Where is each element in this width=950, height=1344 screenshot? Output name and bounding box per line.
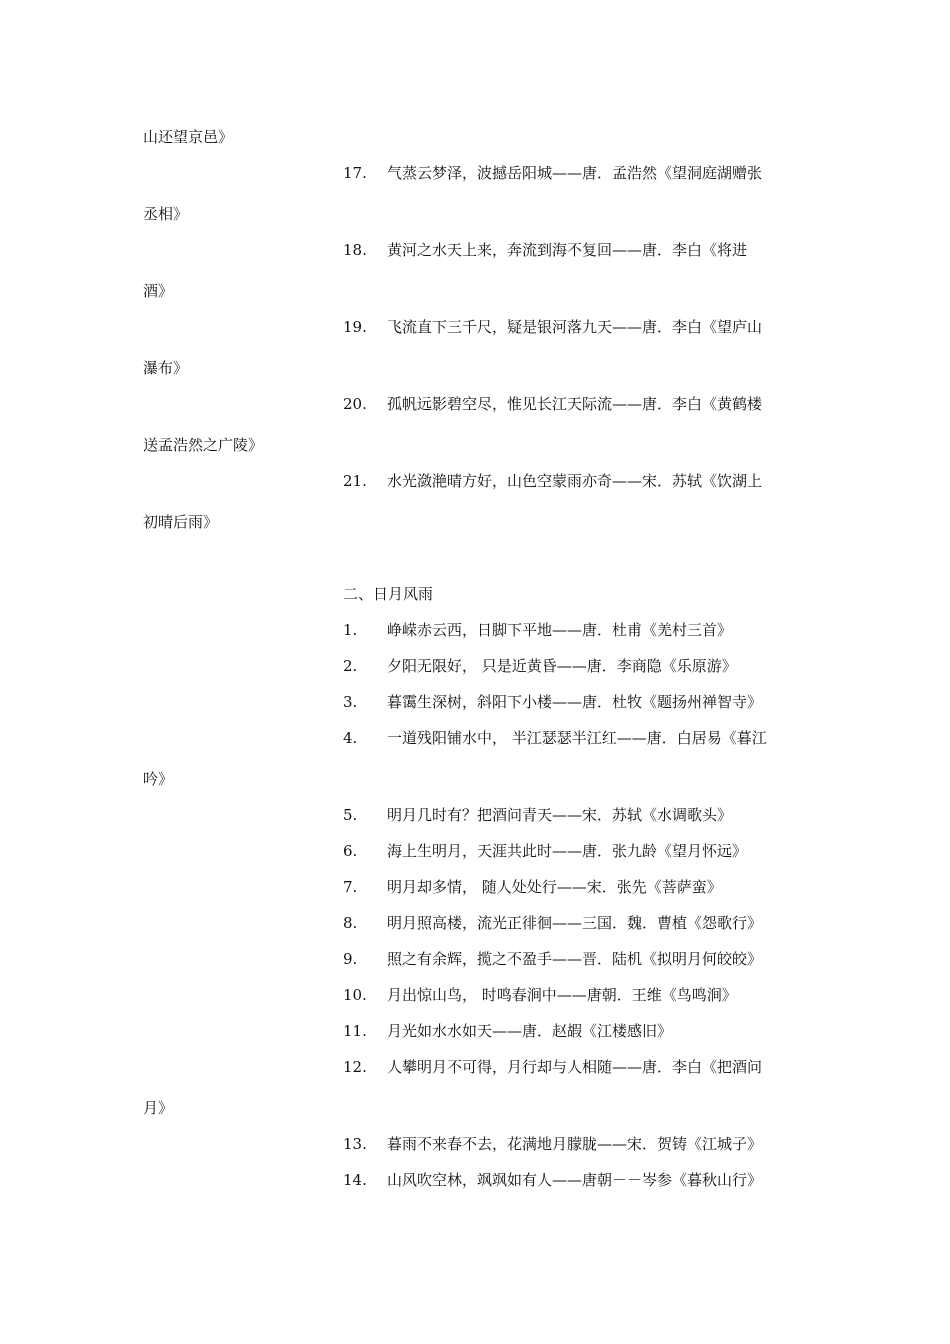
- poem-line-4: [343, 728, 767, 748]
- line-number: 17.: [343, 164, 367, 182]
- poem-text: 照之有余辉，揽之不盈手——晋．陆机《拟明月何皎皎》: [387, 950, 763, 968]
- poem-line-2: [343, 656, 737, 676]
- poem-line-18: [343, 240, 747, 260]
- line-number: 8.: [343, 914, 358, 932]
- line-number: 2.: [343, 657, 358, 675]
- line-number: 18.: [343, 241, 367, 259]
- poem-text: 暮霭生深树，斜阳下小楼——唐．杜牧《题扬州禅智寺》: [387, 693, 763, 711]
- poem-text: 明月照高楼，流光正徘徊——三国．魏．曹植《怨歌行》: [387, 914, 763, 932]
- poem-text: 明月几时有？把酒问青天——宋．苏轼《水调歌头》: [387, 806, 733, 824]
- section-heading: 二、日月风雨: [343, 585, 434, 603]
- poem-line-7: [343, 877, 722, 897]
- line-number: 1.: [343, 621, 358, 639]
- poem-line-13: [343, 1134, 762, 1154]
- poem-text: 人攀明月不可得，月行却与人相随——唐．李白《把酒问: [387, 1058, 763, 1076]
- poem-line-1: [343, 620, 732, 640]
- line-number: 5.: [343, 806, 358, 824]
- poem-line-8: [343, 913, 762, 933]
- poem-line-21: [343, 471, 762, 491]
- line-number: 11.: [343, 1022, 367, 1040]
- line-number: 3.: [343, 693, 358, 711]
- poem-line-14: [343, 1170, 762, 1190]
- poem-text: 气蒸云梦泽，波撼岳阳城——唐．孟浩然《望洞庭湖赠张: [387, 164, 763, 182]
- poem-text: 黄河之水天上来，奔流到海不复回——唐．李白《将进: [387, 241, 748, 259]
- line-number: 12.: [343, 1058, 367, 1076]
- poem-text: 飞流直下三千尺，疑是银河落九天——唐．李白《望庐山: [387, 318, 763, 336]
- poem-text: 孤帆远影碧空尽，惟见长江天际流——唐．李白《黄鹤楼: [387, 395, 763, 413]
- poem-line-6: [343, 841, 747, 861]
- poem-text: 水光潋滟晴方好，山色空蒙雨亦奇——宋．苏轼《饮湖上: [387, 472, 763, 490]
- line-number: 19.: [343, 318, 367, 336]
- poem-line-5: [343, 805, 732, 825]
- line-number: 9.: [343, 950, 358, 968]
- poem-line-17: [343, 163, 762, 183]
- poem-continuation-line: 月》: [143, 1099, 174, 1117]
- poem-line-9: [343, 949, 762, 969]
- poem-text: 月光如水水如天——唐．赵嘏《江楼感旧》: [387, 1022, 673, 1040]
- poem-continuation-line: 瀑布》: [143, 359, 189, 377]
- poem-continuation-line: 送孟浩然之广陵》: [143, 436, 264, 454]
- line-number: 14.: [343, 1171, 367, 1189]
- poem-line-20: [343, 394, 762, 414]
- poem-line-3: [343, 692, 762, 712]
- line-number: 13.: [343, 1135, 367, 1153]
- poem-line-12: [343, 1057, 762, 1077]
- poem-line-10: [343, 985, 737, 1005]
- poem-continuation-line: 初晴后雨》: [143, 513, 219, 531]
- poem-continuation-line: 酒》: [143, 282, 174, 300]
- poem-text: 峥嵘赤云西，日脚下平地——唐．杜甫《羌村三首》: [387, 621, 733, 639]
- poem-text: 一道残阳铺水中， 半江瑟瑟半江红——唐．白居易《暮江: [387, 729, 767, 747]
- poem-continuation-line: 山还望京邑》: [143, 128, 234, 146]
- poem-text: 明月却多情， 随人处处行——宋．张先《菩萨蛮》: [387, 878, 722, 896]
- poem-text: 山风吹空林，飒飒如有人——唐朝－－岑参《暮秋山行》: [387, 1171, 763, 1189]
- line-number: 10.: [343, 986, 367, 1004]
- line-number: 4.: [343, 729, 358, 747]
- poem-line-11: [343, 1021, 672, 1041]
- line-number: 6.: [343, 842, 358, 860]
- poem-continuation-line: 吟》: [143, 770, 174, 788]
- poem-text: 海上生明月，天涯共此时——唐．张九龄《望月怀远》: [387, 842, 748, 860]
- poem-continuation-line: 丞相》: [143, 205, 189, 223]
- poem-text: 月出惊山鸟， 时鸣春涧中——唐朝．王维《鸟鸣涧》: [387, 986, 737, 1004]
- poem-text: 夕阳无限好， 只是近黄昏——唐．李商隐《乐原游》: [387, 657, 737, 675]
- poem-line-19: [343, 317, 762, 337]
- line-number: 7.: [343, 878, 358, 896]
- poem-text: 暮雨不来春不去，花满地月朦胧——宋．贺铸《江城子》: [387, 1135, 763, 1153]
- line-number: 21.: [343, 472, 367, 490]
- line-number: 20.: [343, 395, 367, 413]
